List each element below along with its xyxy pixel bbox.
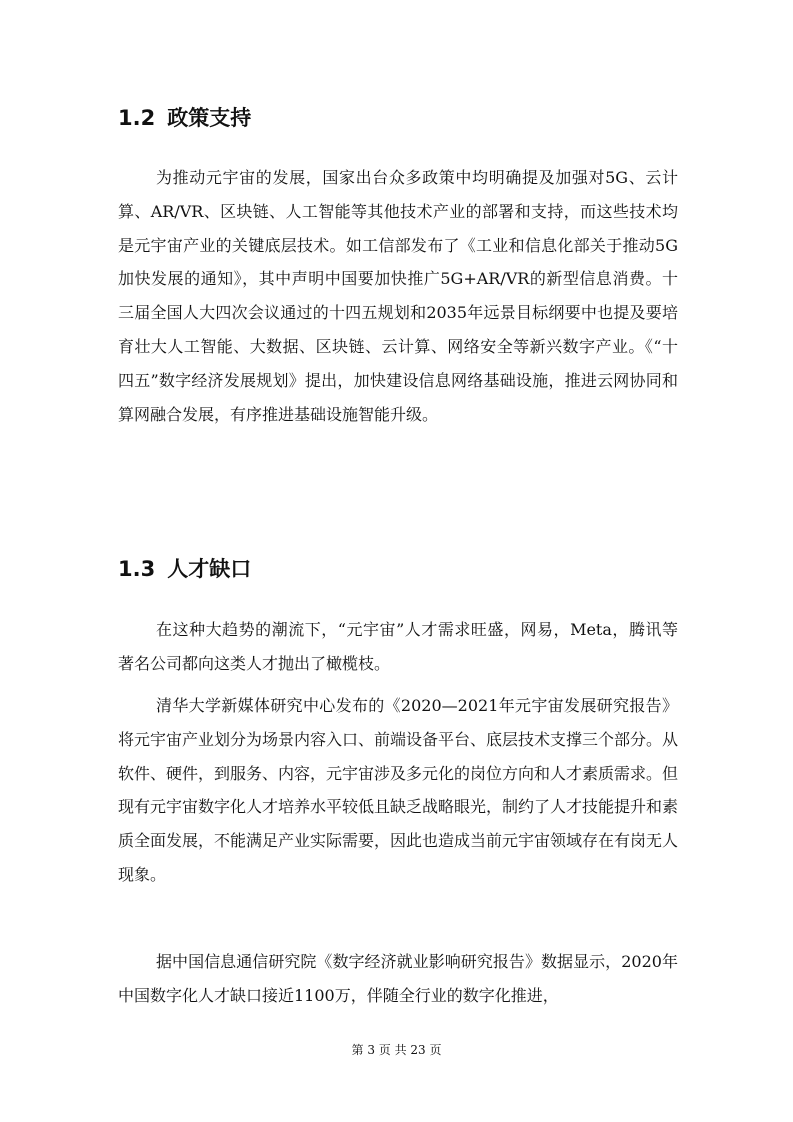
section-number: 1.2 (118, 106, 156, 130)
section-title: 政策支持 (167, 106, 252, 130)
talent-paragraph-report: 清华大学新媒体研究中心发布的《2020—2021年元宇宙发展研究报告》将元宇宙产业划分为场景内容入口、前端设备平台、底层技术支撑三个部分。从软件、硬件，到服务、内容，元宇宙涉及多元化的岗位方向和人才素质需求。但现有元宇宙数字化人才培养水平较低且缺乏战略眼光，制约了人才技能提升和素质全面发展，不能满足产业实际需要，因此也造成当前元宇宙领域存在有岗无人现象。 (118, 696, 679, 884)
talent-paragraph-demand: 在这种大趋势的潮流下，“元宇宙”人才需求旺盛，网易，Meta，腾讯等著名公司都向这类人才抛出了橄榄枝。 (118, 620, 678, 673)
section-heading-policy (118, 103, 251, 133)
page-footer: 第 3 页 共 23 页 (351, 1043, 442, 1057)
talent-paragraph-gap: 据中国信息通信研究院《数字经济就业影响研究报告》数据显示，2020年中国数字化人才缺口接近1100万，伴随全行业的数字化推进， (118, 952, 678, 1005)
policy-paragraph: 为推动元宇宙的发展，国家出台众多政策中均明确提及加强对5G、云计算、AR/VR、区块链、人工智能等其他技术产业的部署和支持，而这些技术均是元宇宙产业的关键底层技术。如工信部发布了《工业和信息化部关于推动5G加快发展的通知》，其中声明中国要加快推广5G+AR/VR的新型信息消费。十三届全国人大四次会议通过的十四五规划和2035年远景目标纲要中也提及要培育壮大人工智能、大数据、区块链、云计算、网络安全等新兴数字产业。《“十四五”数字经济发展规划》提出，加快建设信息网络基础设施，推进云网协同和算网融合发展，有序推进基础设施智能升级。 (118, 168, 678, 424)
section-heading-talent (118, 554, 251, 584)
section-title: 人才缺口 (167, 557, 252, 581)
section-number: 1.3 (118, 557, 156, 581)
